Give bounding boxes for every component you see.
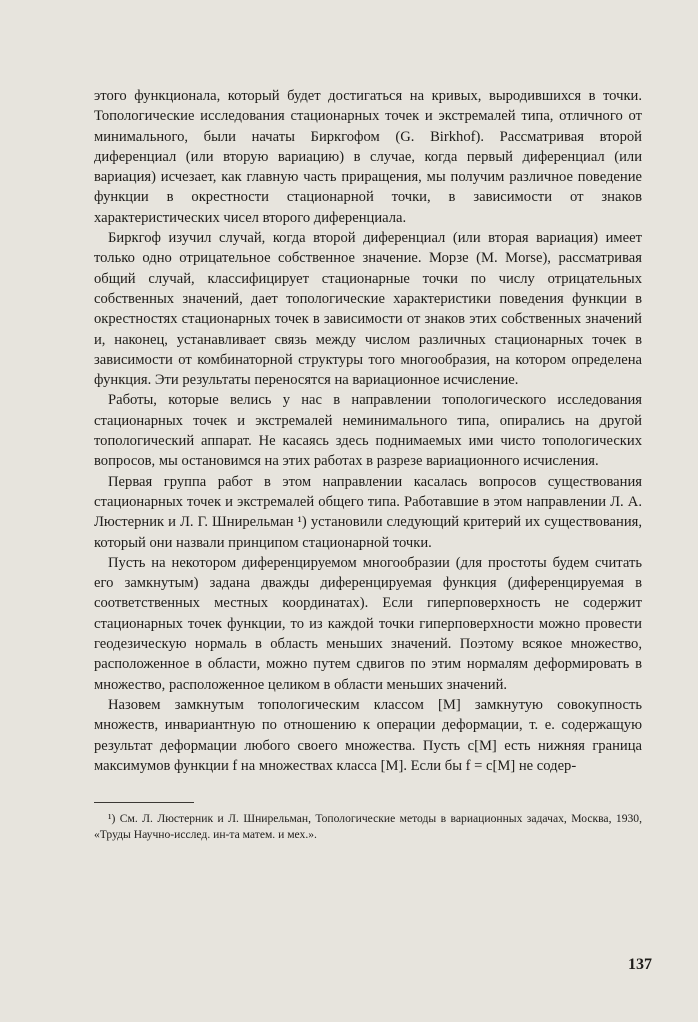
paragraph-4: Первая группа работ в этом направлении касалась вопросов существования стационарных точек и экстремалей общего типа. Работавшие в этом направлении Л. А. Люстерник и Л. Г. Шнирельман ¹) установили следующий критерий их существования, который они назвали принципом стационарной точки.	[94, 473, 642, 551]
paragraph-5: Пусть на некотором диференцируемом многообразии (для простоты будем считать его замкнутым) задана дважды диференцируемая функция (диференцируемая в соответственных местных координатах). Если гиперповерхность не содержит стационарных точек функции, то из каждой точки гиперповерхности можно провести геодезическую нормаль в область меньших значений. Поэтому всякое множество, расположенное в области, можно путем сдвигов по этим нормалям деформировать в множество, расположенное целиком в области меньших значений.	[94, 554, 642, 693]
paragraph-3: Работы, которые велись у нас в направлении топологического исследования стационарных точек и экстремалей неминимального типа, опирались на другой топологический аппарат. Не касаясь здесь поднимаемых ими чисто топологических вопросов, мы остановимся на этих работах в разрезе вариационного исчисления.	[94, 392, 642, 470]
paragraph-6: Назовем замкнутым топологическим классом [M] замкнутую совокупность множеств, инвариантную по отношению к операции деформации, т. е. содержащую результат деформации любого своего множества. Пусть c[M] есть нижняя граница максимумов функции f на множествах класса [M]. Если бы f = c[M] не содер-	[94, 696, 642, 774]
paragraph-1: этого функционала, который будет достигаться на кривых, выродившихся в точки. Топологические исследования стационарных точек и экстремалей типа, отличного от минимального, были начаты Биркгофом (G. Birkhof). Рассматривая второй диференциал (или вторую вариацию) в случае, когда первый диференциал (или вариация) исчезает, как главную часть приращения, мы получим различное поведение функции в окрестности стационарной точки, в зависимости от знаков характеристических чисел второго диференциала.	[94, 88, 642, 226]
paragraph-2: Биркгоф изучил случай, когда второй диференциал (или вторая вариация) имеет только одно отрицательное собственное значение. Морзе (M. Morse), рассматривая общий случай, классифицирует стационарные точки по числу отрицательных собственных значений, дает топологические характеристики поведения функции в окрестностях стационарных точек в зависимости от знаков этих собственных значений и, наконец, устанавливает связь между числом различных стационарных точек в зависимости от комбинаторной структуры того многообразия, на котором определена функция. Эти результаты переносятся на вариационное исчисление.	[94, 230, 642, 389]
footnote: ¹) См. Л. Люстерник и Л. Шнирельман, Топологические методы в вариационных задачах, Москва, 1930, «Труды Научно-исслед. ин-та матем. и мех.».	[94, 812, 642, 841]
page-number: 137	[628, 956, 652, 973]
footnote-divider	[94, 802, 194, 803]
